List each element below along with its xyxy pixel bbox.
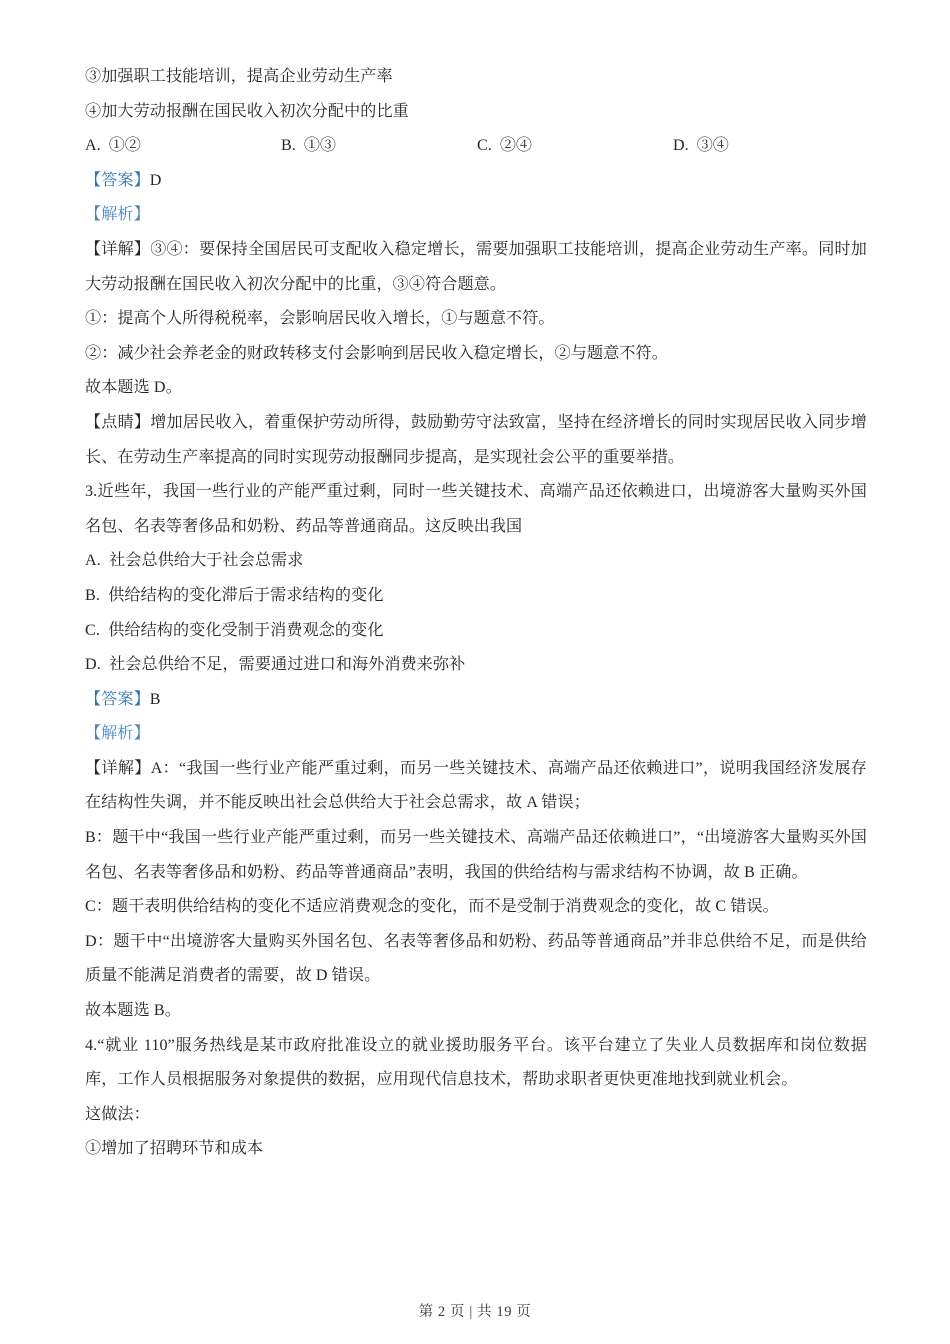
q2-option-d[interactable]: [673, 129, 729, 164]
q3-analysis-marker: 【解析】: [85, 725, 150, 743]
q2-point-2: ②：减少社会养老金的财政转移支付会影响到居民收入稳定增长，②与题意不符。: [85, 344, 668, 362]
q2-detail-text: ③④：要保持全国居民可支配收入稳定增长，需要加强职工技能培训，提高企业劳动生产率。同时加大劳动报酬在国民收入初次分配中的比重，③④符合题意。: [85, 240, 867, 293]
q3-detail-a-text: A：“我国一些行业产能严重过剩，而另一些关键技术、高端产品还依赖进口”，说明我国经济发展存在结构性失调，并不能反映出社会总供给大于社会总需求，故 A 错误；: [85, 759, 867, 812]
q3-detail-d-paragraph: D：题干中“出境游客大量购买外国名包、名表等奢侈品和奶粉、药品等普通商品”并非总供给不足，而是供给质量不能满足消费者的需要，故 D 错误。: [85, 932, 867, 985]
page-body: [85, 60, 867, 1167]
q2-option-c[interactable]: [477, 129, 532, 164]
q3-stem-paragraph: [85, 475, 867, 544]
q2-option-a[interactable]: [85, 129, 141, 164]
q2-option-a-text: ①②: [108, 137, 141, 155]
q2-option-c-text: ②④: [499, 137, 532, 155]
q2-option-a-letter: A.: [85, 137, 101, 155]
q4-stem-text: “就业 110”服务热线是某市政府批准设立的就业援助服务平台。该平台建立了失业人员数据库和岗位数据库，工作人员根据服务对象提供的数据，应用现代信息技术，帮助求职者更快更准地找到就业机会。: [85, 1036, 867, 1089]
q4-number: 4.: [85, 1036, 98, 1054]
q3-option-d-text: 社会总供给不足，需要通过进口和海外消费来弥补: [109, 656, 466, 674]
q2-detail-paragraph: [85, 233, 867, 302]
q2-answer-marker: 【答案】: [85, 171, 150, 189]
q2-options-row: [85, 129, 867, 164]
q2-answer-line: [85, 164, 867, 199]
q3-option-c-text: 供给结构的变化受制于消费观念的变化: [108, 621, 384, 639]
q2-option-b-text: ①③: [303, 137, 336, 155]
q2-stem-item-4: ④加大劳动报酬在国民收入初次分配中的比重: [85, 102, 409, 120]
q3-option-c[interactable]: [85, 614, 867, 649]
q2-option-b[interactable]: [281, 129, 336, 164]
q3-answer-line: [85, 683, 867, 718]
q4-lead-in: 这做法：: [85, 1105, 150, 1123]
q3-option-d[interactable]: [85, 648, 867, 683]
q2-highlight-marker: 【点睛】: [85, 413, 151, 431]
q2-detail-marker: 【详解】: [85, 240, 151, 258]
q3-conclusion: 故本题选 B。: [85, 1002, 181, 1020]
q2-option-d-letter: D.: [673, 137, 689, 155]
q3-option-b[interactable]: [85, 579, 867, 614]
q3-option-b-text: 供给结构的变化滞后于需求结构的变化: [108, 586, 384, 604]
q3-detail-marker: 【详解】: [85, 759, 151, 777]
q3-detail-b-paragraph: B：题干中“我国一些行业产能严重过剩，而另一些关键技术、高端产品还依赖进口”，“出境游客大量购买外国名包、名表等奢侈品和奶粉、药品等普通商品”表明，我国的供给结构与需求结构不协调，故 B 正确。: [85, 829, 867, 881]
q2-option-c-letter: C.: [477, 137, 492, 155]
q2-highlight-paragraph: [85, 406, 867, 475]
q4-stem-paragraph: [85, 1029, 867, 1098]
q3-option-b-letter: B.: [85, 586, 100, 604]
q3-option-c-letter: C.: [85, 621, 100, 639]
q2-option-d-text: ③④: [696, 137, 729, 155]
q2-conclusion: 故本题选 D。: [85, 379, 182, 397]
q2-option-b-letter: B.: [281, 137, 296, 155]
q3-detail-c-paragraph: C：题干表明供给结构的变化不适应消费观念的变化，而不是受制于消费观念的变化，故 C 错误。: [85, 898, 779, 916]
q2-stem-item-3: ③加强职工技能培训，提高企业劳动生产率: [85, 68, 393, 85]
page-footer: 第 2 页 | 共 19 页: [418, 1304, 532, 1320]
q3-analysis-line: [85, 717, 867, 752]
q2-highlight-text: 增加居民收入，着重保护劳动所得，鼓励勤劳守法致富，坚持在经济增长的同时实现居民收入同步增长、在劳动生产率提高的同时实现劳动报酬同步提高，是实现社会公平的重要举措。: [85, 413, 867, 466]
q3-option-a-letter: A.: [85, 552, 101, 570]
q3-stem-text: 近些年，我国一些行业的产能严重过剩，同时一些关键技术、高端产品还依赖进口，出境游客大量购买外国名包、名表等奢侈品和奶粉、药品等普通商品。这反映出我国: [85, 483, 867, 535]
q3-answer-value: B: [149, 690, 161, 708]
q3-option-d-letter: D.: [85, 656, 101, 674]
q3-option-a[interactable]: [85, 544, 867, 579]
q3-answer-marker: 【答案】: [85, 690, 150, 708]
q2-analysis-marker: 【解析】: [85, 206, 150, 224]
q4-stem-item-1: ①增加了招聘环节和成本: [85, 1140, 264, 1158]
q2-analysis-line: [85, 198, 867, 233]
q2-answer-value: D: [149, 171, 162, 189]
q3-option-a-text: 社会总供给大于社会总需求: [109, 552, 304, 570]
q2-point-1: ①：提高个人所得税税率，会影响居民收入增长，①与题意不符。: [85, 310, 555, 328]
q3-detail-a-paragraph: [85, 752, 867, 821]
q3-number: 3.: [85, 483, 98, 501]
